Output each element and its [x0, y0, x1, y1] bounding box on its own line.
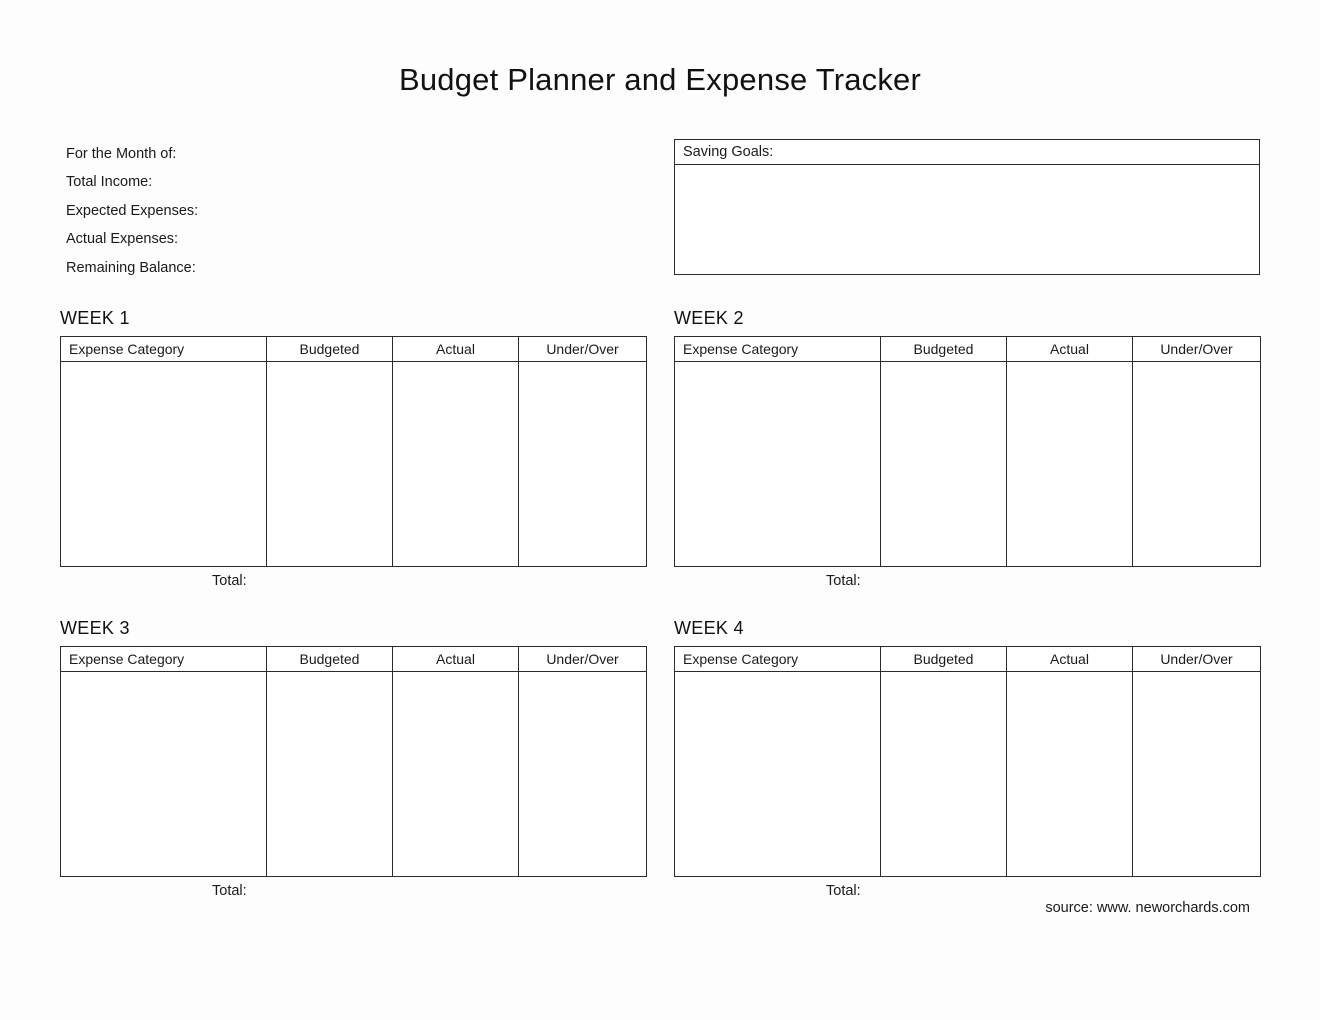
week-table-4 — [674, 646, 1261, 877]
cell-expense-category[interactable] — [61, 672, 267, 877]
week-table-1 — [60, 336, 647, 567]
week-total-1: Total: — [212, 573, 247, 589]
cell-actual[interactable] — [1007, 672, 1133, 877]
saving-goals-box — [674, 139, 1260, 275]
cell-actual[interactable] — [1007, 362, 1133, 567]
cell-under-over[interactable] — [1133, 672, 1261, 877]
column-header-under-over: Under/Over — [1133, 647, 1261, 672]
column-header-under-over: Under/Over — [1133, 337, 1261, 362]
source-credit: source: www. neworchards.com — [1045, 900, 1250, 916]
page-title: Budget Planner and Expense Tracker — [398, 62, 922, 97]
cell-actual[interactable] — [393, 362, 519, 567]
week-block-4 — [674, 618, 1260, 899]
cell-expense-category[interactable] — [675, 672, 881, 877]
table-row — [675, 362, 1261, 567]
table-row — [61, 362, 647, 567]
table-header-row — [675, 647, 1261, 672]
cell-budgeted[interactable] — [881, 362, 1007, 567]
week-label-1: WEEK 1 — [60, 308, 130, 328]
week-total-3: Total: — [212, 883, 247, 899]
week-label-4: WEEK 4 — [674, 618, 744, 638]
week-table-3 — [60, 646, 647, 877]
table-header-row — [675, 337, 1261, 362]
cell-budgeted[interactable] — [267, 672, 393, 877]
column-header-expense-category: Expense Category — [675, 647, 881, 672]
column-header-budgeted: Budgeted — [267, 647, 393, 672]
week-label-2: WEEK 2 — [674, 308, 744, 328]
cell-expense-category[interactable] — [675, 362, 881, 567]
summary-field-expected-expenses: Expected Expenses: — [66, 202, 199, 219]
saving-goals-input[interactable] — [675, 165, 1259, 274]
week-block-3 — [60, 618, 646, 899]
week-total-4: Total: — [826, 883, 861, 899]
column-header-actual: Actual — [1007, 647, 1133, 672]
table-row — [675, 672, 1261, 877]
summary-field-total-income: Total Income: — [66, 174, 153, 191]
week-block-2 — [674, 308, 1260, 589]
column-header-expense-category: Expense Category — [61, 337, 267, 362]
column-header-budgeted: Budgeted — [881, 337, 1007, 362]
summary-field-month: For the Month of: — [66, 146, 177, 162]
table-header-row — [61, 647, 647, 672]
cell-actual[interactable] — [393, 672, 519, 877]
column-header-expense-category: Expense Category — [675, 337, 881, 362]
week-total-2: Total: — [826, 573, 861, 589]
week-label-3: WEEK 3 — [60, 618, 130, 638]
cell-budgeted[interactable] — [267, 362, 393, 567]
column-header-actual: Actual — [393, 647, 519, 672]
saving-goals-header: Saving Goals: — [675, 140, 1259, 165]
cell-budgeted[interactable] — [881, 672, 1007, 877]
cell-expense-category[interactable] — [61, 362, 267, 567]
table-row — [61, 672, 647, 877]
summary-field-actual-expenses: Actual Expenses: — [66, 231, 179, 248]
week-table-2 — [674, 336, 1261, 567]
column-header-actual: Actual — [1007, 337, 1133, 362]
week-block-1 — [60, 308, 646, 589]
column-header-under-over: Under/Over — [519, 647, 647, 672]
column-header-budgeted: Budgeted — [881, 647, 1007, 672]
cell-under-over[interactable] — [519, 362, 647, 567]
column-header-budgeted: Budgeted — [267, 337, 393, 362]
cell-under-over[interactable] — [519, 672, 647, 877]
table-header-row — [61, 337, 647, 362]
column-header-actual: Actual — [393, 337, 519, 362]
column-header-under-over: Under/Over — [519, 337, 647, 362]
summary-field-remaining-balance: Remaining Balance: — [66, 259, 196, 276]
monthly-summary — [66, 140, 486, 282]
cell-under-over[interactable] — [1133, 362, 1261, 567]
column-header-expense-category: Expense Category — [61, 647, 267, 672]
